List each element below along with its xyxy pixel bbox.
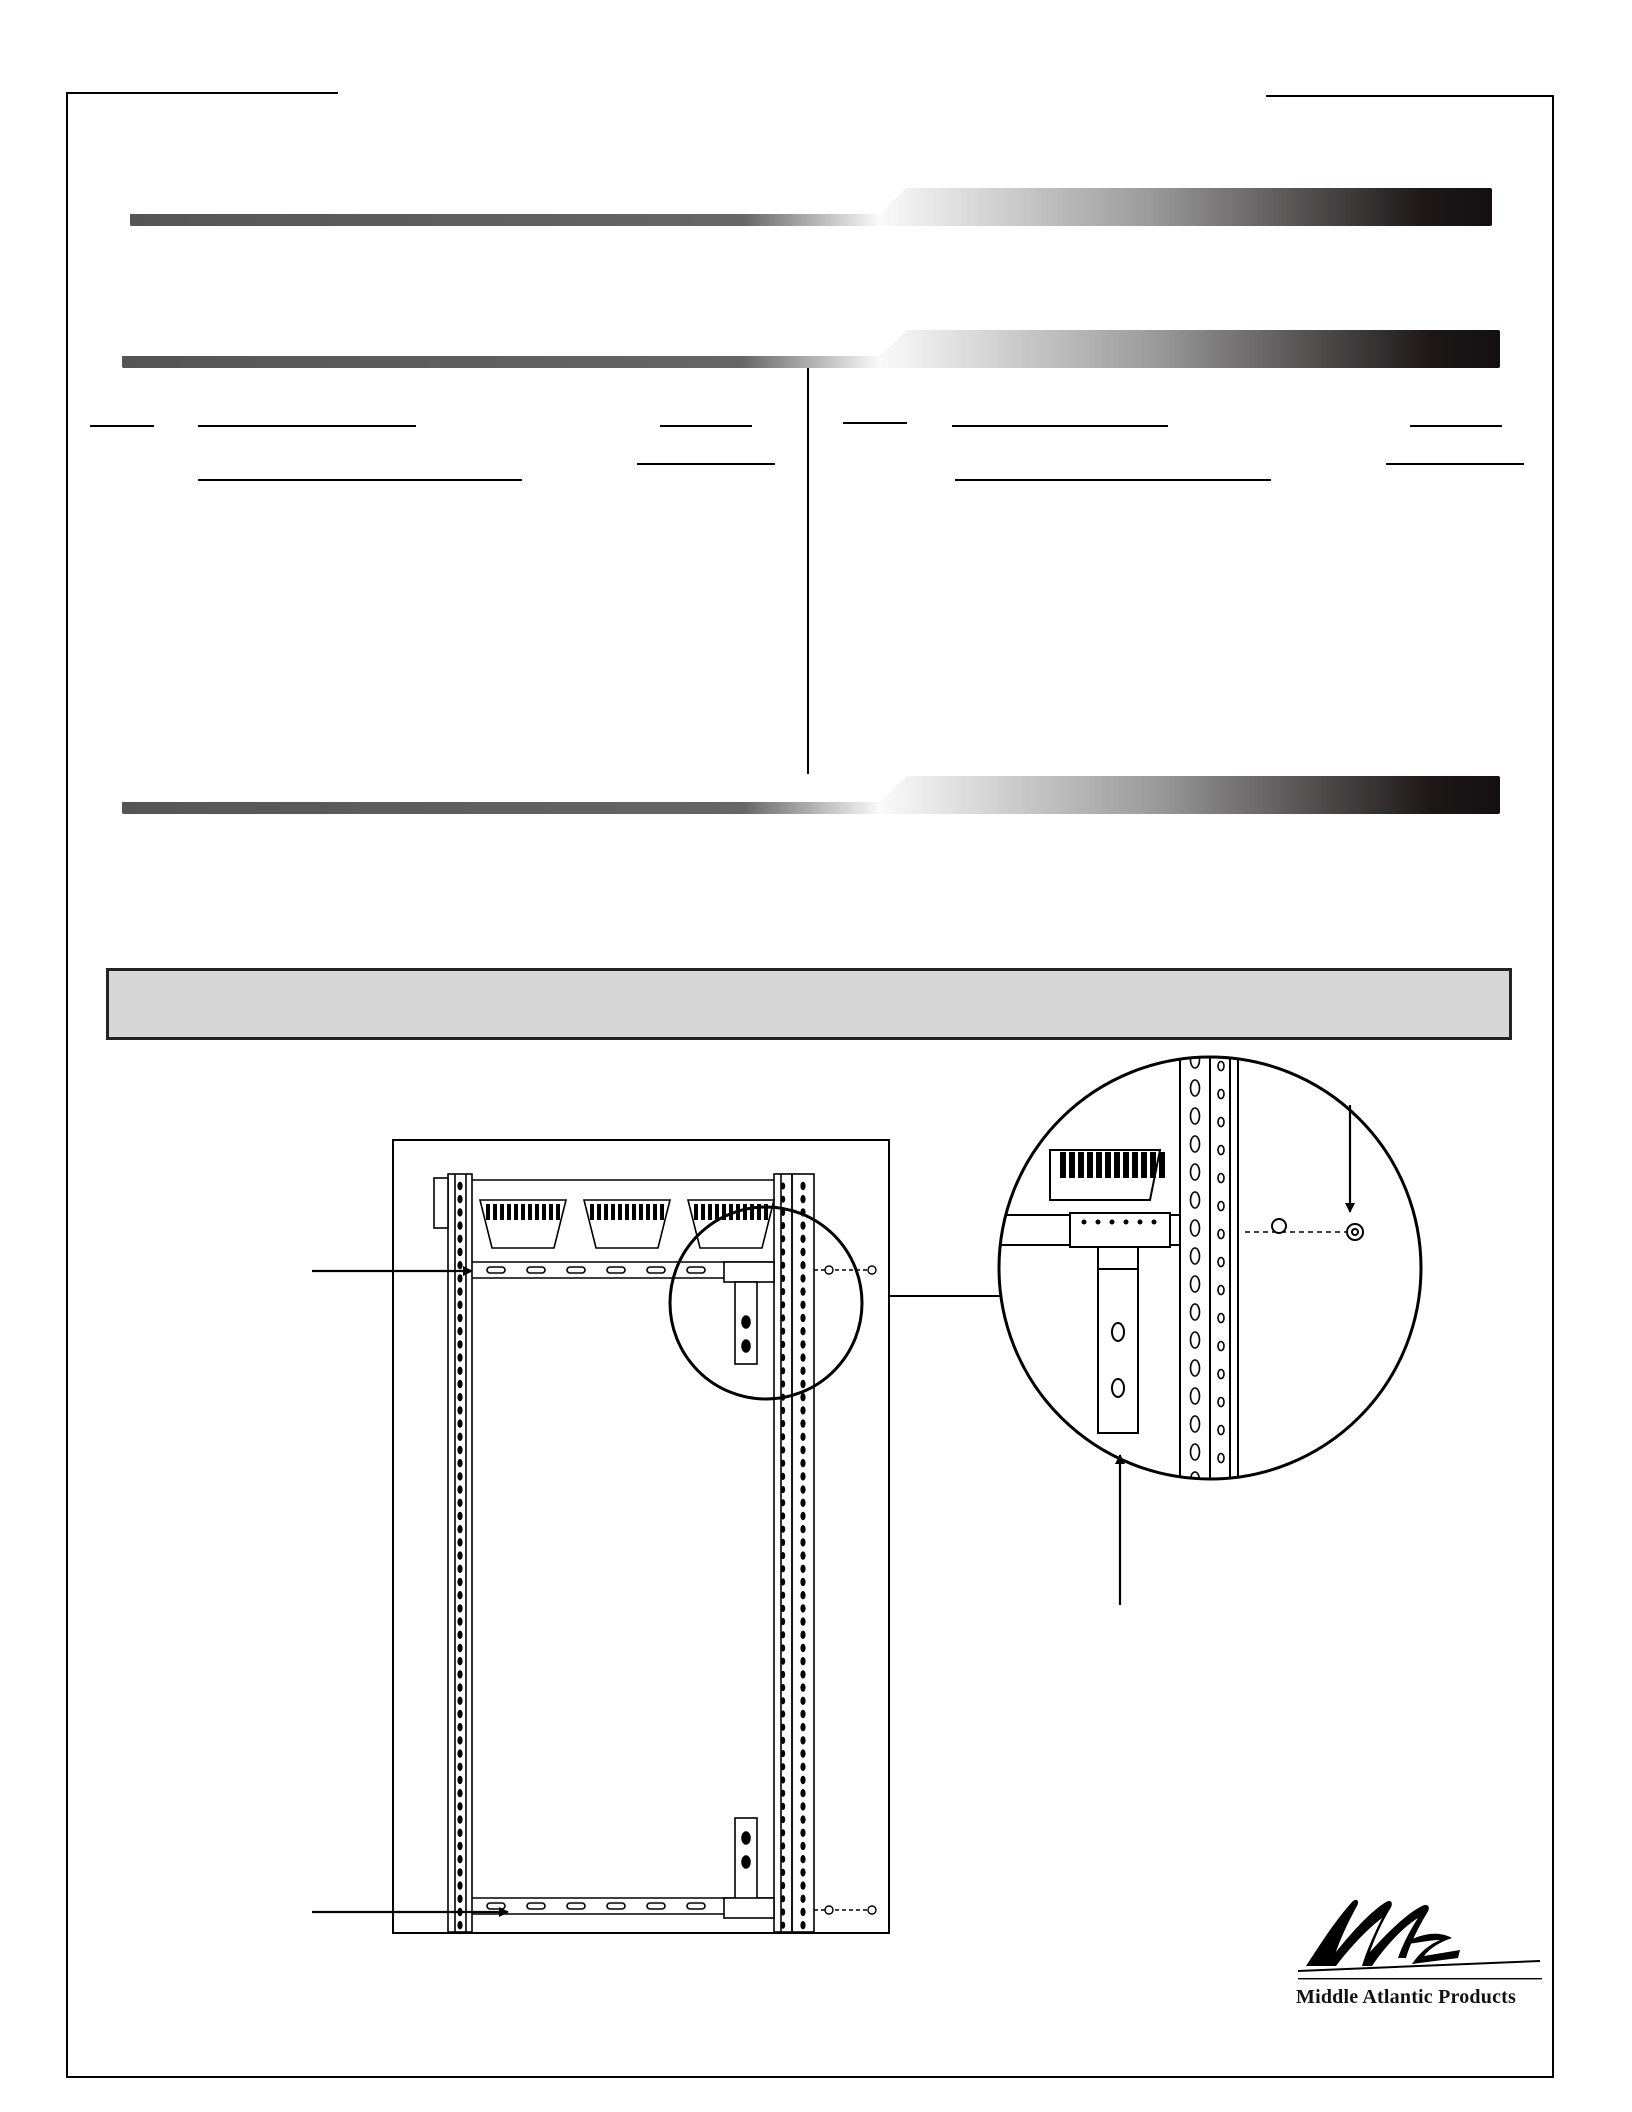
detail-rail-hole	[1191, 1136, 1200, 1152]
vent-slot	[694, 1204, 698, 1220]
detail-rail-hole	[1191, 1444, 1200, 1460]
rail-hole	[457, 1829, 462, 1837]
rail-hole	[457, 1895, 462, 1903]
vent-slot	[660, 1204, 664, 1220]
detail-bracket-hole	[1124, 1220, 1129, 1225]
detail-rail-hole	[1218, 1258, 1224, 1267]
rail-hole	[800, 1525, 805, 1533]
vent-slot	[556, 1204, 560, 1220]
detail-rail-hole	[1218, 1482, 1224, 1491]
rail-hole	[781, 1367, 785, 1374]
rail-hole	[457, 1551, 462, 1559]
detail-rail-hole	[1218, 1398, 1224, 1407]
detail-rail-hole	[1218, 1370, 1224, 1379]
rail-hole	[781, 1420, 785, 1427]
rail-hole	[781, 1486, 785, 1493]
detail-vent-slot	[1141, 1152, 1147, 1178]
rail-hole	[781, 1552, 785, 1559]
rail-hole	[800, 1763, 805, 1771]
rail-hole	[781, 1697, 785, 1704]
rail-hole	[457, 1261, 462, 1269]
rail-hole	[457, 1274, 462, 1282]
vent-slot	[528, 1204, 532, 1220]
rail-hole	[781, 1196, 785, 1203]
detail-rail-hole	[1218, 1230, 1224, 1239]
rail-hole	[781, 1869, 785, 1876]
detail-bracket-hole	[1096, 1220, 1101, 1225]
rail-hole	[800, 1578, 805, 1586]
rail-hole	[457, 1921, 462, 1929]
detail-vent-slot	[1087, 1152, 1093, 1178]
rail-hole	[457, 1802, 462, 1810]
detail-rail-hole	[1218, 1454, 1224, 1463]
rail-hole	[457, 1617, 462, 1625]
rail-hole	[800, 1921, 805, 1929]
detail-rail-hole	[1191, 1276, 1200, 1292]
rail-hole	[457, 1485, 462, 1493]
rail-hole	[457, 1565, 462, 1573]
rail-hole	[457, 1776, 462, 1784]
vent-slot	[611, 1204, 615, 1220]
vent-slot	[715, 1204, 719, 1220]
rail-hole	[800, 1353, 805, 1361]
rail-hole	[457, 1459, 462, 1467]
detail-rail-hole	[1218, 1174, 1224, 1183]
vent-slot	[743, 1204, 747, 1220]
rail-hole	[457, 1736, 462, 1744]
rail-hole	[781, 1248, 785, 1255]
rail-hole	[457, 1433, 462, 1441]
detail-vent-slot	[1060, 1152, 1066, 1178]
rail-hole	[800, 1617, 805, 1625]
rail-hole	[800, 1842, 805, 1850]
vent-slot	[500, 1204, 504, 1220]
rail-hole	[457, 1182, 462, 1190]
vent-slot	[708, 1204, 712, 1220]
rail-hole	[781, 1433, 785, 1440]
vent-slot	[542, 1204, 546, 1220]
detail-rail-hole	[1218, 1118, 1224, 1127]
rail-hole	[457, 1749, 462, 1757]
rail-hole	[457, 1670, 462, 1678]
rail-hole	[457, 1525, 462, 1533]
rail-hole	[781, 1776, 785, 1783]
rail-hole	[781, 1578, 785, 1585]
vent-slot	[549, 1204, 553, 1220]
vent-slot	[701, 1204, 705, 1220]
detail-bracket-hole	[1110, 1220, 1115, 1225]
rail-hole	[800, 1221, 805, 1229]
rail-hole	[800, 1631, 805, 1639]
vent-slot	[590, 1204, 594, 1220]
rail-hole	[781, 1512, 785, 1519]
rail-hole	[457, 1393, 462, 1401]
detail-rail-hole	[1191, 1304, 1200, 1320]
rail-hole	[781, 1724, 785, 1731]
rail-hole	[781, 1380, 785, 1387]
detail-rail-hole	[1191, 1332, 1200, 1348]
rail-hole	[781, 1262, 785, 1269]
rail-hole	[457, 1710, 462, 1718]
detail-rail-hole	[1191, 1388, 1200, 1404]
rail-hole	[457, 1472, 462, 1480]
detail-rail-hole	[1191, 1220, 1200, 1236]
rail-hole	[800, 1406, 805, 1414]
rail-hole	[457, 1327, 462, 1335]
rail-hole	[800, 1710, 805, 1718]
rail-hole	[781, 1605, 785, 1612]
detail-bracket-hole	[1138, 1220, 1143, 1225]
vent-slot	[514, 1204, 518, 1220]
rail-hole	[457, 1538, 462, 1546]
detail-rail-hole	[1218, 1202, 1224, 1211]
vent-slot	[535, 1204, 539, 1220]
rail-hole	[457, 1301, 462, 1309]
detail-rail-hole	[1191, 1164, 1200, 1180]
rail-hole	[781, 1684, 785, 1691]
rail-hole	[800, 1749, 805, 1757]
detail-rail-hole	[1191, 1192, 1200, 1208]
rail-hole	[781, 1658, 785, 1665]
rail-hole	[800, 1657, 805, 1665]
detail-vent-slot	[1105, 1152, 1111, 1178]
vent-slot	[521, 1204, 525, 1220]
rail-hole	[457, 1287, 462, 1295]
detail-rail-hole	[1191, 1248, 1200, 1264]
rail-hole	[800, 1472, 805, 1480]
rail-hole	[457, 1499, 462, 1507]
rail-hole	[457, 1221, 462, 1229]
detail-bracket-hole	[1152, 1220, 1157, 1225]
detail-vent-slot	[1150, 1152, 1156, 1178]
rail-hole	[457, 1446, 462, 1454]
rail-hole	[457, 1683, 462, 1691]
rail-hole	[781, 1407, 785, 1414]
rail-hole	[457, 1591, 462, 1599]
rail-hole	[800, 1235, 805, 1243]
rail-hole	[800, 1182, 805, 1190]
rail-hole	[781, 1539, 785, 1546]
rail-hole	[781, 1275, 785, 1282]
rail-hole	[781, 1895, 785, 1902]
rail-hole	[781, 1737, 785, 1744]
rail-hole	[800, 1591, 805, 1599]
rail-hole	[781, 1460, 785, 1467]
rail-hole	[781, 1182, 785, 1189]
detail-rail-hole	[1191, 1052, 1200, 1068]
rail-hole	[781, 1631, 785, 1638]
rail-hole	[800, 1274, 805, 1282]
rail-hole	[800, 1512, 805, 1520]
rail-hole	[800, 1697, 805, 1705]
vent-slot	[493, 1204, 497, 1220]
middle-atlantic-logo-mark	[1298, 1900, 1542, 1979]
rail-hole	[781, 1592, 785, 1599]
rail-hole	[800, 1789, 805, 1797]
rail-hole	[781, 1354, 785, 1361]
rail-hole	[781, 1222, 785, 1229]
rail-hole	[800, 1393, 805, 1401]
rail-hole	[800, 1499, 805, 1507]
rail-hole	[781, 1341, 785, 1348]
vent-slot	[639, 1204, 643, 1220]
rail-hole	[800, 1380, 805, 1388]
rail-hole	[800, 1855, 805, 1863]
rail-hole	[457, 1419, 462, 1427]
brand-name: Middle Atlantic Products	[1296, 1986, 1516, 2008]
rail-hole	[457, 1842, 462, 1850]
rail-hole	[781, 1314, 785, 1321]
rail-hole	[457, 1881, 462, 1889]
rail-hole	[800, 1195, 805, 1203]
rail-hole	[781, 1908, 785, 1915]
rail-hole	[781, 1816, 785, 1823]
rail-hole	[800, 1419, 805, 1427]
rail-hole	[457, 1340, 462, 1348]
rail-hole	[781, 1671, 785, 1678]
rail-hole	[800, 1485, 805, 1493]
rail-hole	[457, 1380, 462, 1388]
detail-bracket-hole	[1082, 1220, 1087, 1225]
rail-hole	[800, 1868, 805, 1876]
rail-hole	[800, 1815, 805, 1823]
rail-hole	[800, 1895, 805, 1903]
rail-hole	[457, 1314, 462, 1322]
detail-vent-slot	[1132, 1152, 1138, 1178]
rail-hole	[800, 1723, 805, 1731]
detail-rail-hole	[1191, 1360, 1200, 1376]
rail-hole	[800, 1776, 805, 1784]
rail-hole	[457, 1657, 462, 1665]
detail-vent-slot	[1159, 1152, 1165, 1178]
rail-hole	[781, 1763, 785, 1770]
detail-rail-hole	[1218, 1314, 1224, 1323]
detail-vent-slot	[1078, 1152, 1084, 1178]
rail-hole	[781, 1750, 785, 1757]
rail-hole	[781, 1790, 785, 1797]
detail-vent-slot	[1123, 1152, 1129, 1178]
rail-hole	[800, 1908, 805, 1916]
rail-hole	[781, 1288, 785, 1295]
rail-hole	[800, 1261, 805, 1269]
rail-hole	[781, 1842, 785, 1849]
rail-hole	[457, 1763, 462, 1771]
vent-slots	[486, 1204, 768, 1220]
rail-hole	[781, 1644, 785, 1651]
detail-rail-hole	[1191, 1416, 1200, 1432]
rail-hole	[457, 1631, 462, 1639]
rail-hole	[800, 1565, 805, 1573]
vent-slot	[653, 1204, 657, 1220]
vent-slot	[618, 1204, 622, 1220]
rail-hole	[457, 1789, 462, 1797]
vent-slot	[632, 1204, 636, 1220]
rail-hole	[781, 1829, 785, 1836]
rail-hole	[800, 1829, 805, 1837]
left-rail-holes	[457, 1182, 462, 1930]
rail-hole	[800, 1736, 805, 1744]
rail-hole	[800, 1538, 805, 1546]
rail-hole	[781, 1473, 785, 1480]
rail-hole	[781, 1710, 785, 1717]
rail-hole	[800, 1881, 805, 1889]
rail-hole	[457, 1248, 462, 1256]
rail-hole	[457, 1868, 462, 1876]
vent-slot	[597, 1204, 601, 1220]
rail-hole	[781, 1301, 785, 1308]
detail-rail-hole	[1218, 1342, 1224, 1351]
rail-hole	[457, 1235, 462, 1243]
rail-hole	[457, 1697, 462, 1705]
rail-hole	[800, 1446, 805, 1454]
rail-hole	[781, 1565, 785, 1572]
rail-hole	[800, 1433, 805, 1441]
vent-slot	[646, 1204, 650, 1220]
rail-hole	[781, 1446, 785, 1453]
rail-hole	[800, 1248, 805, 1256]
rail-hole	[457, 1512, 462, 1520]
rail-hole	[457, 1578, 462, 1586]
rail-hole	[781, 1328, 785, 1335]
rail-hole	[800, 1802, 805, 1810]
rail-hole	[800, 1683, 805, 1691]
rail-hole	[457, 1815, 462, 1823]
vent-slot	[625, 1204, 629, 1220]
detail-rail-hole	[1218, 1426, 1224, 1435]
rail-hole	[457, 1855, 462, 1863]
rail-hole	[800, 1551, 805, 1559]
detail-rail-hole	[1218, 1146, 1224, 1155]
rail-hole	[800, 1604, 805, 1612]
rail-hole	[781, 1618, 785, 1625]
rail-hole	[781, 1922, 785, 1929]
rail-hole	[781, 1499, 785, 1506]
detail-rail-hole	[1218, 1090, 1224, 1099]
rail-hole	[781, 1803, 785, 1810]
detail-rail-hole	[1218, 1062, 1224, 1071]
detail-rail-hole	[1191, 1080, 1200, 1096]
detail-rail-hole	[1218, 1286, 1224, 1295]
vent-slot	[507, 1204, 511, 1220]
rail-hole	[800, 1644, 805, 1652]
rail-hole	[457, 1208, 462, 1216]
rail-hole	[800, 1327, 805, 1335]
rail-hole	[800, 1301, 805, 1309]
rail-hole	[781, 1856, 785, 1863]
detail-rail-hole	[1191, 1108, 1200, 1124]
rail-hole	[781, 1882, 785, 1889]
rail-hole	[457, 1723, 462, 1731]
rail-hole	[457, 1406, 462, 1414]
vent-slot	[486, 1204, 490, 1220]
rail-hole	[457, 1195, 462, 1203]
rail-hole	[457, 1604, 462, 1612]
detail-vent-slot	[1069, 1152, 1075, 1178]
rail-hole	[800, 1670, 805, 1678]
rail-hole	[800, 1340, 805, 1348]
rail-hole	[800, 1367, 805, 1375]
vent-slot	[604, 1204, 608, 1220]
rail-hole	[781, 1235, 785, 1242]
rail-hole	[457, 1353, 462, 1361]
rail-hole	[800, 1459, 805, 1467]
rail-hole	[800, 1287, 805, 1295]
rail-hole	[457, 1367, 462, 1375]
detail-vent-slot	[1114, 1152, 1120, 1178]
rail-hole	[457, 1644, 462, 1652]
detail-vent-slot	[1096, 1152, 1102, 1178]
rail-hole	[800, 1314, 805, 1322]
rail-hole	[781, 1526, 785, 1533]
